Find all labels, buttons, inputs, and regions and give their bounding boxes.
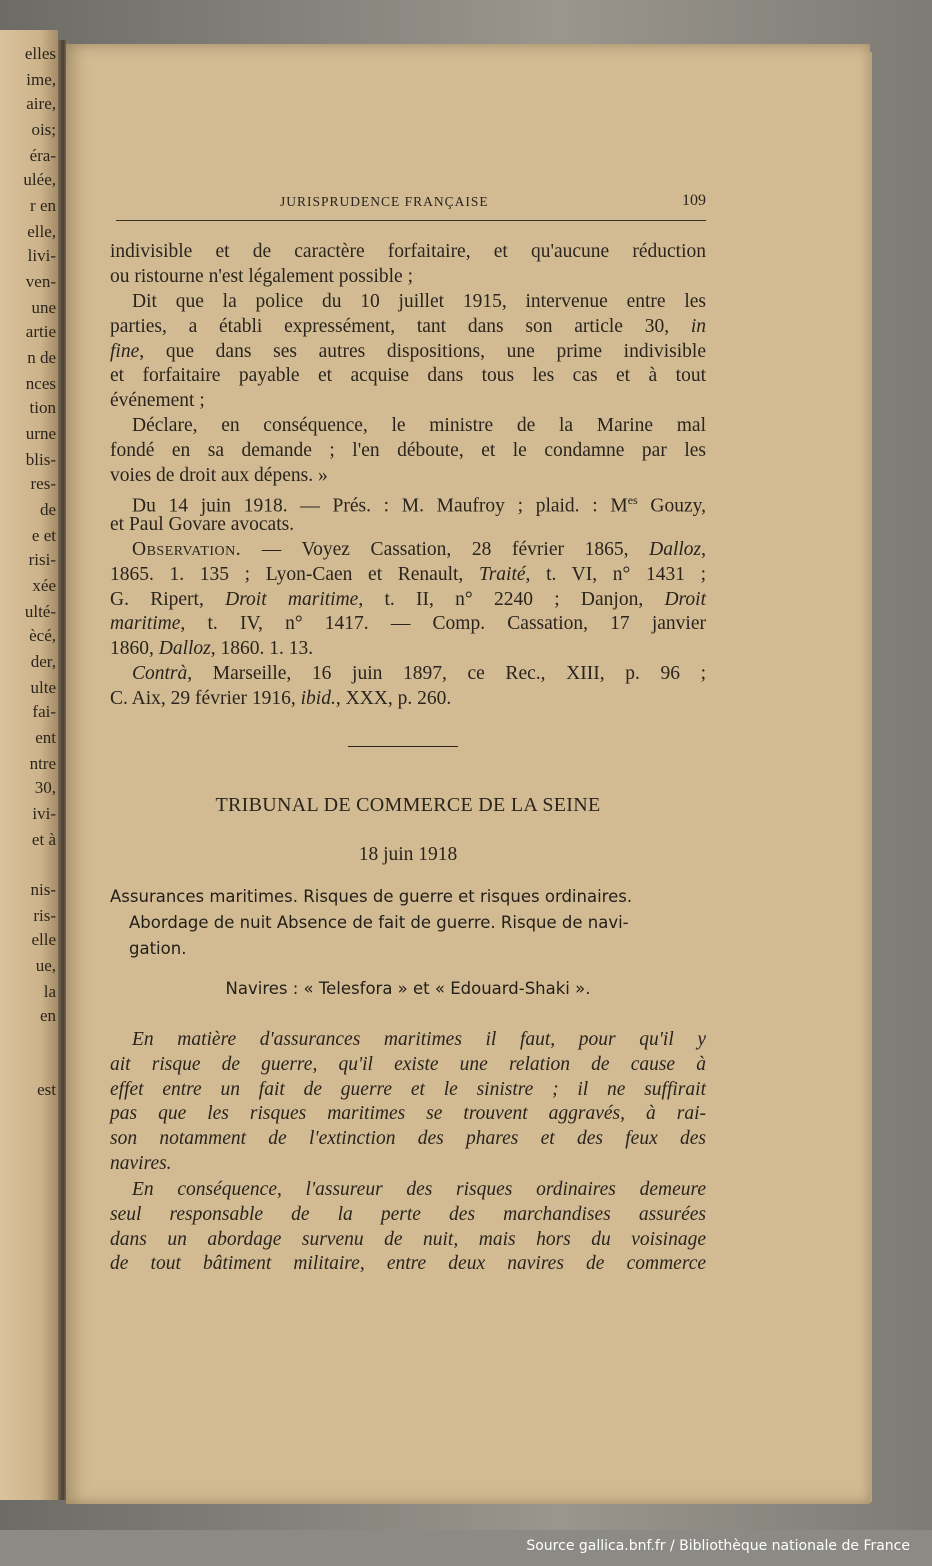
fragment: la [43,982,56,1001]
fragment: ècé, [29,626,56,645]
fragment: urne [25,424,56,443]
section-divider [348,746,458,747]
book-page [66,44,870,1504]
paragraph-date-parties [110,488,706,538]
fragment: ime, [26,70,56,89]
fragment: blis- [25,450,56,469]
fragment: n de [27,348,56,367]
decision-date: 18 juin 1918 [358,844,458,865]
fragment: ulté- [24,602,56,621]
text-line: fine, que dans ses autres dispositions, une prime indivisible [110,340,706,362]
court-title: TRIBUNAL DE COMMERCE DE LA SEINE [215,794,601,816]
running-head [110,192,706,214]
text-line: événement ; [110,390,205,412]
text-line: et Paul Govare avocats. [110,513,295,535]
fragment: ntre [29,754,56,773]
fragment: ven- [25,272,56,291]
text-line: fondé en sa demande ; l'en déboute, et le condamne par les [110,439,706,461]
text-line: voies de droit aux dépens. » [110,464,328,486]
fragment: ulée, [23,170,56,189]
fragment: der, [30,652,56,671]
paragraph-declare [110,414,706,488]
text-line: navires. [110,1152,172,1174]
fragment: elle [31,930,56,949]
text-line: ou ristourne n'est légalement possible ; [110,265,413,287]
running-title: JURISPRUDENCE FRANÇAISE [280,194,489,209]
text-line: Dit que la police du 10 juillet 1915, intervenue entre les [132,291,706,312]
text-line: effet entre un fait de guerre et le sinistre ; il ne suffirait [110,1078,706,1100]
text-line: indivisible et de caractère forfaitaire, et qu'aucune réduction [110,241,706,262]
fragment: est [37,1080,56,1099]
fragment: ris- [33,906,56,925]
summary-line: Assurances maritimes. Risques de guerre et risques ordinaires. [110,887,633,906]
text-line: En conséquence, l'assureur des risques ordinaires demeure [132,1179,706,1200]
fragment: elle, [27,222,56,241]
text-line: ait risque de guerre, qu'il existe une relation de cause à [110,1053,706,1075]
text-line: En matière d'assurances maritimes il faut, pour qu'il y [132,1029,706,1050]
text-line: G. Ripert, Droit maritime, t. II, n° 2240 ; Danjon, Droit [110,588,706,610]
text-line: 1865. 1. 135 ; Lyon-Caen et Renault, Traité, t. VI, n° 1431 ; [110,563,707,585]
text-line: et forfaitaire payable et acquise dans tous les cas et à tout [110,365,706,387]
fragment: ois; [31,120,56,139]
text-line: Observation. — Voyez Cassation, 28 février 1865, Dalloz, [132,539,706,560]
case-summary [110,884,710,962]
text-line: 1860, Dalloz, 1860. 1. 13. [110,638,314,660]
text-line: Contrà, Marseille, 16 juin 1897, ce Rec., XIII, p. 96 ; [132,663,706,684]
fragment: risi- [28,550,56,569]
fragment: 30, [34,778,56,797]
paragraph-dit-que [110,290,706,414]
fragment: nces [25,374,56,393]
text-line: maritime, t. IV, n° 1417. — Comp. Cassation, 17 janvier [110,613,706,635]
fragment: en [39,1006,56,1025]
summary-line: Abordage de nuit Absence de fait de guerre. Risque de navi- [129,913,629,932]
text-line: pas que les risques maritimes se trouvent aggravés, à rai- [110,1103,706,1125]
fragment: tion [29,398,56,417]
text-line: de tout bâtiment militaire, entre deux navires de commerce [110,1253,706,1275]
ships-line: Navires : « Telesfora » et « Edouard-Shaki ». [225,979,591,998]
text-line: son notamment de l'extinction des phares et des feux des [110,1128,706,1150]
fragment: une [31,298,56,317]
page-number: 109 [682,192,706,209]
fragment: elles [24,44,56,63]
paragraph-contra [110,662,706,712]
fragment: aire, [26,94,56,113]
fragment: nis- [30,880,56,899]
facing-page-edge [0,30,58,1500]
text-line: Du 14 juin 1918. — Prés. : M. Maufroy ; plaid. : $M^{es}$ Gouzy, [132,493,706,517]
holding-paragraph-1 [110,1028,706,1177]
text-line: seul responsable de la perte des marchandises assurées [110,1203,706,1225]
source-credit: Source gallica.bnf.fr / Bibliothèque nationale de France [526,1538,910,1554]
text-line: C. Aix, 29 février 1916, ibid., XXX, p. 260. [110,687,452,709]
fragment: artie [25,322,56,341]
header-rule [116,220,706,221]
fragment: xée [32,576,56,595]
text-line: Déclare, en conséquence, le ministre de la Marine mal [132,415,706,436]
fragment: res- [30,474,56,493]
text-line: parties, a établi expressément, tant dans son article 30, in [110,315,707,337]
fragment: et à [31,830,56,849]
holding-paragraph-2 [110,1178,706,1277]
fragment: livi- [27,246,56,265]
observation-label: Observation. [132,539,242,560]
fragment: ue, [35,956,56,975]
fragment: r en [30,196,56,215]
summary-line: gation. [129,939,187,958]
fragment: ivi- [32,804,56,823]
fragment: éra- [29,146,56,165]
fragment: e et [31,526,56,545]
text-line: dans un abordage survenu de nuit, mais hors du voisinage [110,1228,706,1250]
fragment: ent [35,728,56,747]
paragraph-decision-end [110,240,706,290]
fragment: de [39,500,56,519]
fragment: ulte [30,678,56,697]
paragraph-observation [110,538,706,662]
fragment: fai- [32,702,56,721]
